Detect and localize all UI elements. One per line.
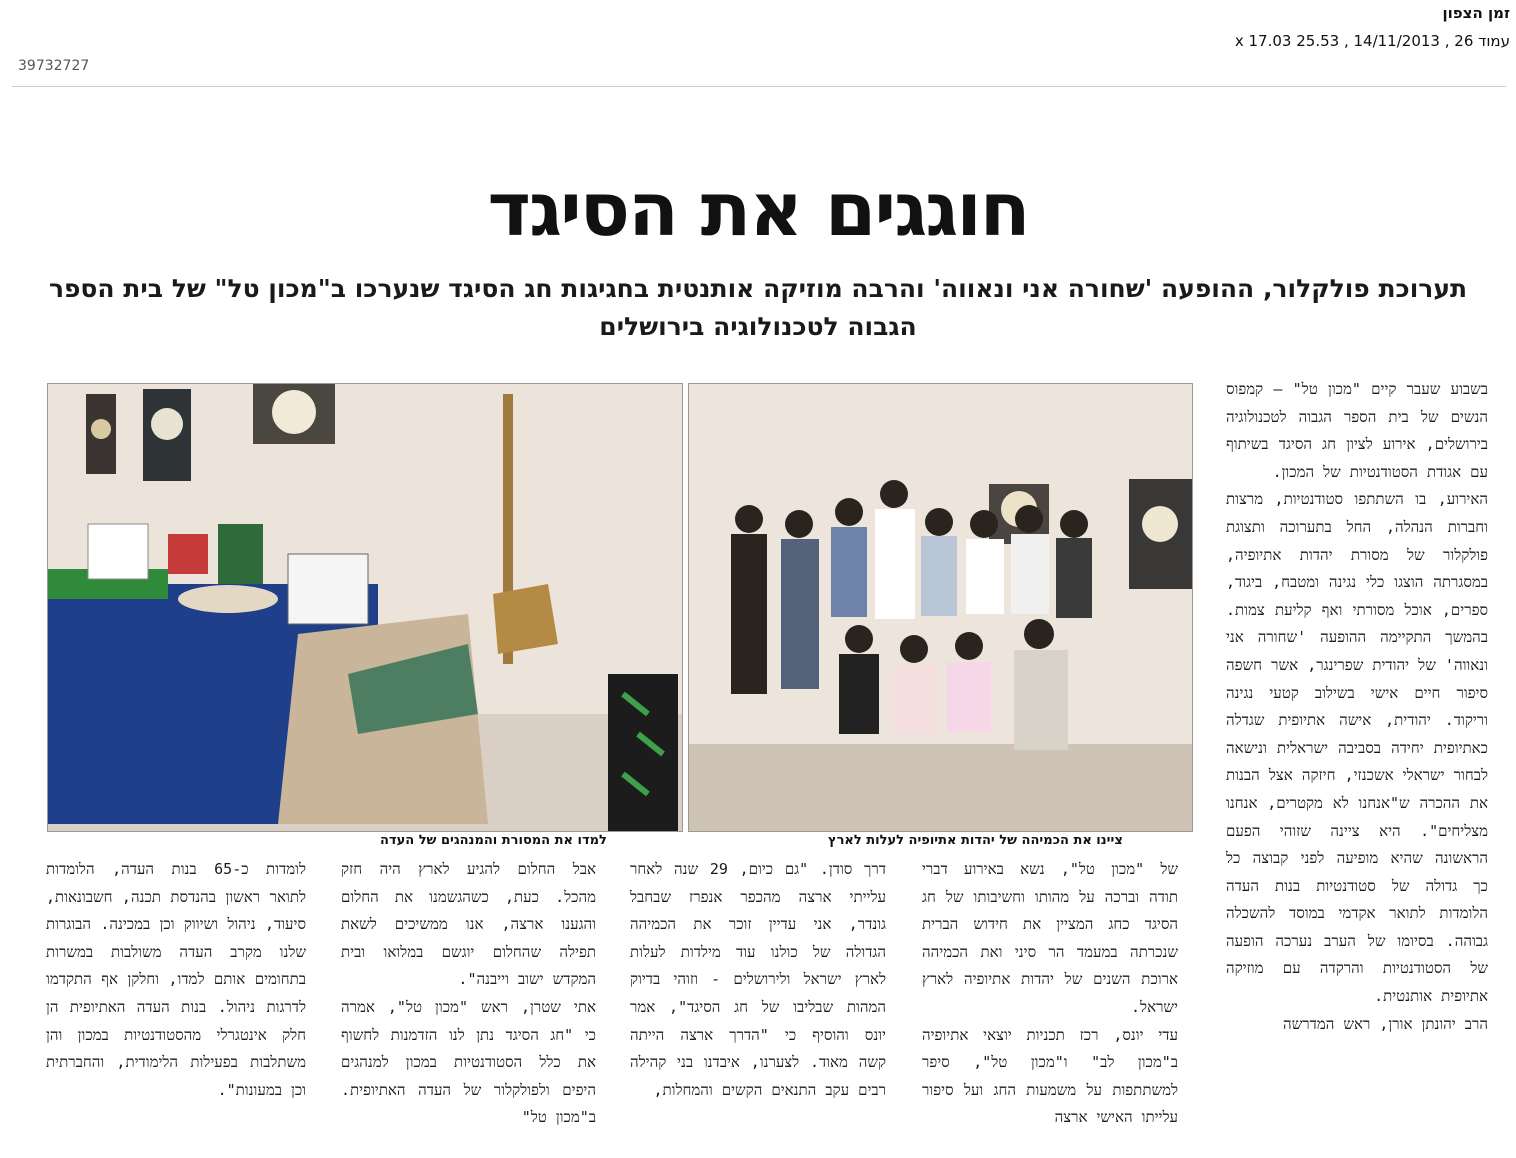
header-divider — [12, 86, 1506, 87]
article-subhead-line-2: הגבוה לטכנולוגיה בירושלים — [599, 312, 917, 341]
article-column-4 — [341, 856, 596, 1132]
article-column-2 — [922, 856, 1178, 1132]
paragraph: הרב יהונתן אורן, ראש המדרשה — [1283, 1014, 1488, 1033]
paragraph: לומדות כ-65 בנות העדה, הלומדות לתואר ראשון בהנדסת תכנה, חשבונאות, סיעוד, ניהול ושיווק וכן במכינה. הבוגרות שלנו מקרב העדה משולבות במשרות בתחומים אותם למדו, וחלקן אף התקדמו לדרגות ניהול. בנות העדה האתיופית הן חלק אינטגרלי מהסטודנטיות במכון והן משתלבות בפעילות הלימודית, והחברתית וכן במעונות". — [46, 860, 307, 1099]
photo-caption-left: למדו את המסורת והמנהגים של העדה — [380, 833, 607, 848]
article-column-3 — [630, 856, 886, 1104]
paragraph: אתי שטרן, ראש "מכון טל", אמרה כי "חג הסיגד נתן לנו הזדמנות לחשוף את כלל הסטודנטיות במכון למנהגים היפים ולפולקלור של העדה האתיופית. ב"מכון טל" — [341, 997, 596, 1127]
paragraph: עדי יונס, רכז תכניות יוצאי אתיופיה ב"מכון לב" ו"מכון טל", סיפר למשתתפות על משמעות החג ועל סיפור עלייתו האישי ארצה — [922, 1025, 1178, 1127]
article-column-5 — [46, 856, 306, 1104]
article-column-1 — [1226, 376, 1488, 1038]
paragraph: האירוע, בו השתתפו סטודנטיות, מרצות וחברות הנהלה, החל בתערוכה ותצוגת פולקלור של מסורת יהדות אתיופיה, במסגרתה הוצגו כלי נגינה ומטבח, ביגוד, ספרים, אוכל מסורתי ואף קליעת צמות. בהמשך התקיימה ההופעה 'שחורה אני ונאווה' של יהודית שפרינגר, אשר חשפה סיפור חיים אישי בשילוב קטעי נגינה וריקוד. יהודית, אישה אתיופית שגדלה כאתיופית יחידה בסביבה ישראלית ונישאה לבחור ישראלי אשכנזי, חיזקה אצל הבנות את ההכרה ש"אנחנו לא מקטרים, אנחנו מצליחים". היא ציינה שזוהי הפעם הראשונה שהיא מופיעה לפני קבוצה כל כך גדולה של סטודנטיות בנות העדה הלומדות לתואר אקדמי במוסד להשכלה גבוהה. בסיומו של הערב נערכה הופעה של הסטודנטיות והרקדה עם מוזיקה אתיופית אותנטית. — [1226, 490, 1488, 1006]
article-subhead-line-1: תערוכת פולקלור, ההופעה 'שחורה אני ונאווה' והרבה מוזיקה אותנטית בחגיגות חג הסיגד שנערכו ב"מכון טל" של בית הספר — [48, 274, 1468, 303]
paragraph: בשבוע שעבר קיים "מכון טל" – קמפוס הנשים של בית הספר הגבוה לטכנולוגיה בירושלים, אירוע לציון חג הסיגד בשיתוף עם אגודת הסטודנטיות של המכון. — [1226, 380, 1488, 481]
photo-students — [688, 383, 1193, 832]
photo-caption-right: ציינו את הכמיהה של יהדות אתיופיה לעלות לארץ — [828, 833, 1123, 848]
paragraph: דרך סודן. "גם כיום, 29 שנה לאחר עלייתי ארצה מהכפר אנפרז שבחבל גונדר, אני עדיין זוכר את הכמיהה הגדולה של כולנו עוד מילדות לעלות לארץ ישראל ולירושלים - וזוהי בדיוק המהות שבליבו של חג הסיגד", אמר יונס והוסיף כי "הדרך ארצה הייתה קשה מאוד. לצערנו, איבדנו בני קהילה רבים עקב התנאים הקשים והמחלות, — [630, 860, 886, 1099]
article-headline: חוגגים את הסיגד — [487, 167, 1029, 253]
clip-id: 39732727 — [18, 58, 90, 74]
exhibition-illustration — [48, 384, 682, 831]
paragraph: אבל החלום להגיע לארץ היה חזק מהכל. כעת, כשהגשמנו את החלום והגענו ארצה, אנו ממשיכים לשאת תפילה שהחלום יוגשם במלואו ובית המקדש ישוב וייבנה". — [341, 860, 596, 989]
paragraph: של "מכון טל", נשא באירוע דברי תודה וברכה על מהותו וחשיבותו של חג הסיגד כחג המציין את חידוש הברית שנכרתה במעמד הר סיני ואת הכמיהה ארוכת השנים של יהדות אתיופיה לארץ ישראל. — [922, 860, 1178, 1016]
publication-name: זמן הצפון — [1442, 4, 1510, 22]
students-illustration — [689, 384, 1192, 831]
photo-exhibition — [47, 383, 683, 832]
publication-meta: עמוד 26 , 14/11/2013 , 25.53 x 17.03 — [1234, 32, 1510, 50]
